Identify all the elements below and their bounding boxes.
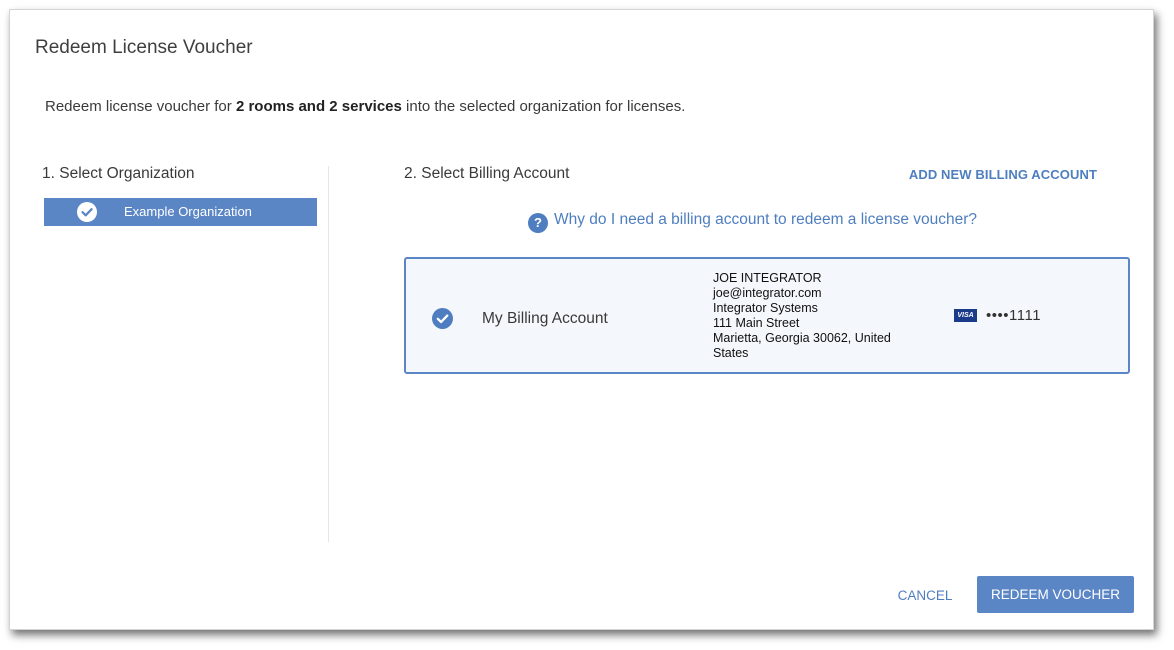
organization-item-example[interactable] [44, 198, 317, 226]
billing-account-card[interactable] [404, 257, 1130, 374]
column-divider [328, 166, 329, 542]
billing-address [713, 271, 913, 361]
select-organization-heading: 1. Select Organization [42, 165, 195, 182]
visa-card-icon: VISA [954, 309, 977, 322]
description-prefix: Redeem license voucher for [45, 98, 236, 115]
check-circle-icon [77, 202, 97, 222]
billing-help-link[interactable] [528, 211, 977, 233]
question-icon: ? [528, 213, 548, 233]
dialog-title: Redeem License Voucher [35, 37, 253, 58]
redeem-voucher-button[interactable]: REDEEM VOUCHER [977, 576, 1134, 613]
select-billing-account-heading: 2. Select Billing Account [404, 165, 570, 182]
billing-help-text: Why do I need a billing account to redeem a license voucher? [554, 211, 978, 228]
description-suffix: into the selected organization for licenses. [401, 98, 686, 115]
contact-email: joe@integrator.com [713, 286, 822, 300]
city-state-country: Marietta, Georgia 30062, United States [713, 331, 891, 360]
street-address: 111 Main Street [713, 316, 800, 330]
card-number: ••••1111 [986, 307, 1042, 324]
add-new-billing-account-link[interactable]: ADD NEW BILLING ACCOUNT [908, 167, 1097, 182]
billing-account-name: My Billing Account [482, 310, 608, 327]
redeem-voucher-dialog [9, 9, 1154, 630]
check-circle-icon [432, 308, 453, 329]
cancel-button[interactable]: CANCEL [888, 577, 962, 613]
contact-name: JOE INTEGRATOR [713, 271, 822, 285]
organization-item-label: Example Organization [124, 204, 252, 219]
company-name: Integrator Systems [713, 301, 818, 315]
dialog-description [45, 98, 685, 115]
description-highlight: 2 rooms and 2 services [235, 98, 402, 115]
